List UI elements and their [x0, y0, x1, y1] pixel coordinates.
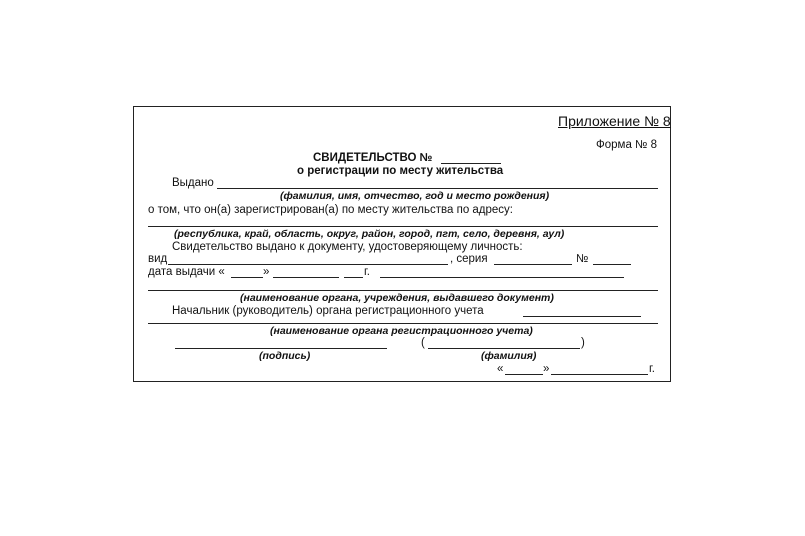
certificate-title: СВИДЕТЕЛЬСТВО № [313, 152, 433, 164]
date-year-suffix: г. [649, 363, 655, 375]
surname-caption: (фамилия) [481, 350, 537, 362]
issue-date-close: » [263, 266, 270, 278]
registered-text: о том, что он(а) зарегистрирован(а) по месту жительства по адресу: [148, 204, 514, 216]
registration-body-caption: (наименование органа регистрационного учета) [270, 325, 533, 337]
issue-year-suffix: г. [364, 266, 370, 278]
address-caption: (республика, край, область, округ, район, город, пгт, село, деревня, аул) [174, 228, 565, 240]
date-day-field[interactable] [505, 374, 543, 375]
signature-caption: (подпись) [259, 350, 311, 362]
date-close: » [543, 363, 550, 375]
issue-month-field[interactable] [273, 277, 339, 278]
form-number: Форма № 8 [596, 139, 657, 151]
head-text: Начальник (руководитель) органа регистрационного учета [172, 305, 484, 317]
date-month-field[interactable] [551, 374, 648, 375]
number-field[interactable] [593, 264, 631, 265]
issue-place-field[interactable] [380, 277, 624, 278]
type-label: вид [148, 253, 168, 265]
person-caption: (фамилия, имя, отчество, год и место рождения) [280, 190, 550, 202]
head-field[interactable] [523, 316, 641, 317]
number-label: № [576, 253, 589, 265]
paren-open: ( [421, 337, 425, 349]
paren-close: ) [581, 337, 585, 349]
document-issued-text: Свидетельство выдано к документу, удостоверяющему личность: [172, 241, 523, 253]
issued-to-label: Выдано [172, 177, 214, 189]
issue-day-field[interactable] [231, 277, 263, 278]
date-open: « [497, 363, 504, 375]
certificate-subtitle: о регистрации по месту жительства [297, 165, 504, 177]
issue-year-field[interactable] [344, 277, 363, 278]
series-label: , серия [450, 253, 488, 265]
issue-date-label: дата выдачи « [148, 266, 225, 278]
appendix-label: Приложение № 8 [558, 113, 671, 129]
issuer-caption: (наименование органа, учреждения, выдавшего документ) [240, 292, 554, 304]
series-field[interactable] [494, 264, 572, 265]
